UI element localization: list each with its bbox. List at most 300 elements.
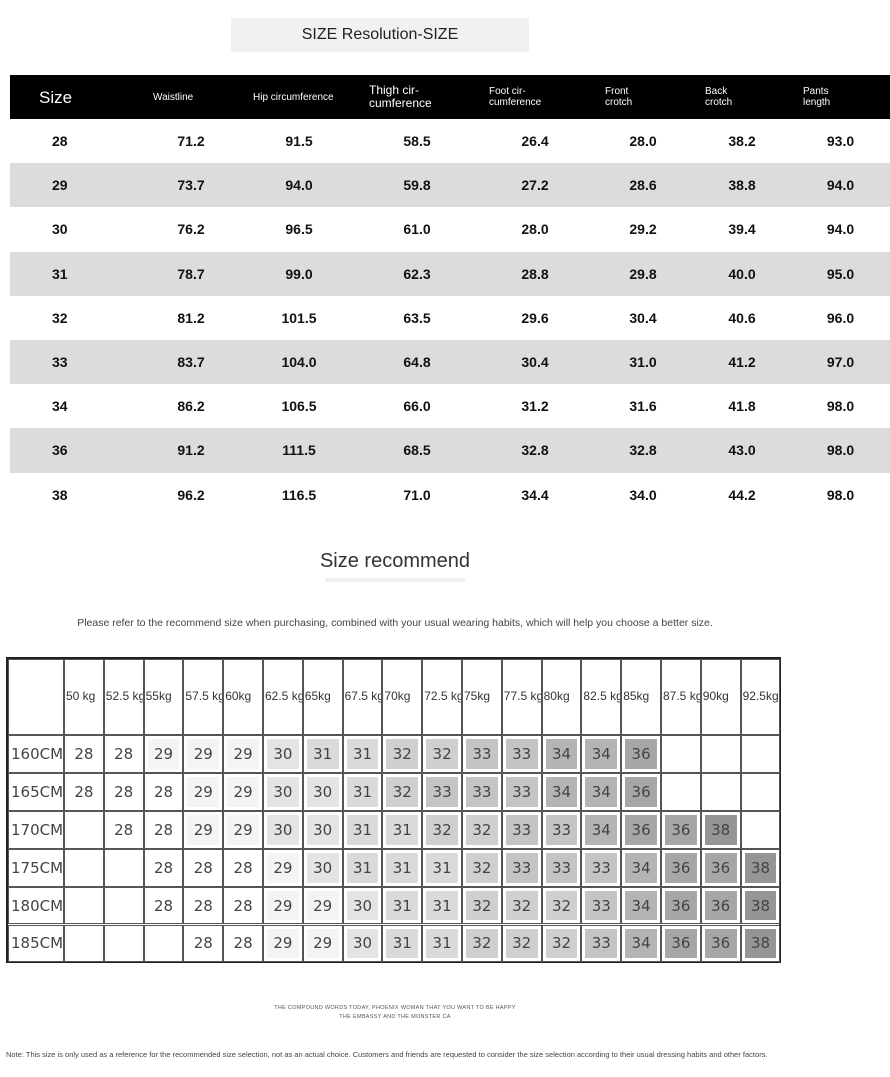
weight-label: 52.5 kg <box>105 689 146 703</box>
table-cell: 34.4 <box>521 486 549 503</box>
recommend-subtitle-decoration <box>0 578 790 584</box>
recommend-cell <box>741 887 781 925</box>
table-cell: 29 <box>52 177 68 194</box>
recommend-size: 28 <box>153 782 174 801</box>
table-row <box>10 296 890 340</box>
recommend-cell <box>382 735 422 773</box>
height-label-cell <box>8 735 64 773</box>
table-cell: 31.0 <box>629 354 657 371</box>
recommend-size: 31 <box>432 934 452 953</box>
recommend-size: 34 <box>591 782 611 801</box>
recommend-size: 32 <box>432 744 452 763</box>
recommend-cell <box>223 735 263 773</box>
recommend-cell <box>144 887 184 925</box>
table-cell: 96.0 <box>826 309 855 326</box>
recommend-cell <box>581 773 621 811</box>
recommend-cell <box>144 925 184 963</box>
recommend-size: 31 <box>352 820 373 839</box>
weight-header-cell <box>661 659 701 735</box>
height-label: 165CM <box>11 782 64 801</box>
table-cell: 32 <box>52 309 68 326</box>
recommend-size: 31 <box>392 858 412 877</box>
weight-header-cell <box>303 659 343 735</box>
recommend-cell <box>382 925 422 963</box>
footer-note: Note: This size is only used as a reference for the recommended size selection, not as an actual choice. Customers and friends are requested to consider the size selection according to their usual dressing habits and other factors. <box>6 1050 768 1059</box>
weight-label: 85kg <box>623 689 650 703</box>
recommend-size: 28 <box>193 934 213 953</box>
weight-header-cell <box>263 659 303 735</box>
recommend-size: 32 <box>472 896 492 915</box>
weight-header-cell <box>382 659 422 735</box>
recommend-size: 36 <box>631 744 651 763</box>
recommend-cell <box>621 773 661 811</box>
weight-label: 67.5 kg <box>344 689 384 703</box>
table-cell: 73.7 <box>177 177 205 194</box>
recommend-size: 36 <box>711 858 731 877</box>
recommend-size: 34 <box>551 744 572 763</box>
recommend-size: 29 <box>193 820 213 839</box>
recommend-cell <box>64 925 104 963</box>
table-cell: 38.8 <box>728 177 756 194</box>
recommend-size: 38 <box>750 896 771 915</box>
recommend-cell <box>263 925 303 963</box>
weight-header-cell <box>621 659 661 735</box>
table-cell: 27.2 <box>521 177 549 194</box>
weight-header-cell <box>64 659 104 735</box>
recommend-size: 31 <box>352 744 373 763</box>
recommend-size: 36 <box>631 782 651 801</box>
table-cell: 32.8 <box>521 442 549 459</box>
recommend-cell <box>303 849 343 887</box>
height-label: 180CM <box>11 896 64 915</box>
table-cell: 97.0 <box>826 354 855 371</box>
recommend-cell <box>223 811 263 849</box>
recommend-cell <box>303 773 343 811</box>
recommend-cell <box>621 735 661 773</box>
recommend-size: 28 <box>74 744 94 763</box>
size-recommend-grid <box>6 657 781 963</box>
weight-header-cell <box>581 659 621 735</box>
recommend-size: 36 <box>631 820 651 839</box>
recommend-cell <box>462 849 502 887</box>
recommend-cell <box>303 925 343 963</box>
recommend-size: 32 <box>472 858 492 877</box>
recommend-cell <box>462 887 502 925</box>
recommend-cell <box>542 925 582 963</box>
size-table-header-cell: Back crotch <box>705 86 733 108</box>
recommend-size: 31 <box>392 820 412 839</box>
recommend-size: 32 <box>512 934 532 953</box>
table-cell: 76.2 <box>177 221 205 238</box>
weight-header-cell <box>343 659 383 735</box>
table-row <box>10 340 890 384</box>
recommend-cell <box>701 849 741 887</box>
recommend-size: 28 <box>114 820 134 839</box>
recommend-size: 30 <box>313 782 333 801</box>
weight-header-cell <box>462 659 502 735</box>
recommend-cell <box>144 735 184 773</box>
recommend-cell <box>104 887 144 925</box>
table-cell: 98.0 <box>826 398 855 415</box>
recommend-cell <box>263 773 303 811</box>
recommend-size: 29 <box>233 820 253 839</box>
weight-label: 92.5kg <box>742 689 779 703</box>
recommend-cell <box>462 811 502 849</box>
table-cell: 34 <box>52 398 68 415</box>
recommend-size: 30 <box>352 934 373 953</box>
size-table-header-cell: Foot cir- cumference <box>489 86 542 108</box>
recommend-cell <box>263 735 303 773</box>
table-cell: 63.5 <box>403 309 431 326</box>
recommend-size: 31 <box>432 858 452 877</box>
footer-slogan <box>0 1004 790 1022</box>
footer-slogan-line2: THE EMBASSY AND THE MONSTER CA <box>339 1014 451 1020</box>
recommend-cell <box>661 735 701 773</box>
size-table-header <box>10 75 890 119</box>
recommend-size: 34 <box>631 896 651 915</box>
table-cell: 28.0 <box>629 133 657 150</box>
size-table <box>10 75 890 517</box>
height-label-cell <box>8 925 64 963</box>
recommend-cell <box>382 773 422 811</box>
table-cell: 96.2 <box>177 486 205 503</box>
table-cell: 91.2 <box>177 442 205 459</box>
recommend-cell <box>581 811 621 849</box>
footer-slogan-line1: THE COMPOUND WORDS TODAY, PHOENIX WOMAN THAT YOU WANT TO BE HAPPY <box>274 1005 516 1011</box>
recommend-cell <box>64 811 104 849</box>
weight-label: 75kg <box>464 689 491 703</box>
table-cell: 30.4 <box>629 309 657 326</box>
recommend-cell <box>621 887 661 925</box>
recommend-size: 36 <box>671 820 691 839</box>
recommend-cell <box>382 887 422 925</box>
recommend-size: 29 <box>313 896 333 915</box>
table-cell: 61.0 <box>403 221 431 238</box>
table-row <box>10 252 890 296</box>
recommend-size: 29 <box>153 744 174 763</box>
recommend-size: 38 <box>750 858 771 877</box>
recommend-cell <box>382 811 422 849</box>
recommend-cell <box>382 849 422 887</box>
table-cell: 106.5 <box>281 398 317 415</box>
recommend-size: 32 <box>551 896 572 915</box>
recommend-size: 29 <box>273 934 293 953</box>
recommend-size: 29 <box>233 782 253 801</box>
recommend-cell <box>144 811 184 849</box>
recommend-cell <box>741 849 781 887</box>
recommend-cell <box>542 735 582 773</box>
recommend-size: 36 <box>671 934 691 953</box>
recommend-size: 31 <box>352 858 373 877</box>
table-cell: 31.2 <box>521 398 549 415</box>
recommend-size: 31 <box>392 934 412 953</box>
recommend-size: 33 <box>472 744 492 763</box>
recommend-cell <box>263 811 303 849</box>
recommend-size: 28 <box>193 858 213 877</box>
recommend-cell <box>701 925 741 963</box>
recommend-cell <box>64 735 104 773</box>
recommend-size: 28 <box>193 896 213 915</box>
table-cell: 30.4 <box>521 354 549 371</box>
table-cell: 28.0 <box>521 221 549 238</box>
table-cell: 93.0 <box>826 133 855 150</box>
table-cell: 36 <box>52 442 68 459</box>
recommend-size: 33 <box>551 820 572 839</box>
size-table-header-cell: Hip circumference <box>253 91 334 103</box>
table-cell: 62.3 <box>403 265 431 282</box>
recommend-size: 33 <box>591 896 611 915</box>
table-cell: 28.8 <box>521 265 549 282</box>
weight-label: 87.5 kg <box>663 689 703 703</box>
recommend-size: 28 <box>233 934 253 953</box>
recommend-cell <box>661 849 701 887</box>
recommend-size: 33 <box>551 858 572 877</box>
table-cell: 71.2 <box>177 133 205 150</box>
height-label-cell <box>8 849 64 887</box>
table-cell: 33 <box>52 354 68 371</box>
recommend-cell <box>701 735 741 773</box>
recommend-cell <box>741 925 781 963</box>
recommend-size: 32 <box>472 934 492 953</box>
recommend-size: 32 <box>512 896 532 915</box>
recommend-cell <box>661 811 701 849</box>
recommend-size: 30 <box>313 858 333 877</box>
recommend-cell <box>144 773 184 811</box>
recommend-cell <box>422 925 462 963</box>
recommend-cell <box>621 849 661 887</box>
recommend-cell <box>422 849 462 887</box>
recommend-size: 32 <box>392 744 412 763</box>
recommend-cell <box>343 735 383 773</box>
table-cell: 28 <box>52 133 68 150</box>
recommend-cell <box>581 887 621 925</box>
table-cell: 81.2 <box>177 309 205 326</box>
recommend-size: 33 <box>432 782 452 801</box>
table-cell: 66.0 <box>403 398 431 415</box>
recommend-cell <box>422 735 462 773</box>
weight-header-cell <box>701 659 741 735</box>
recommend-size: 33 <box>591 934 611 953</box>
weight-header-cell <box>502 659 542 735</box>
recommend-note: Please refer to the recommend size when purchasing, combined with your usual wearing habits, which will help you choose a better size. <box>77 617 713 629</box>
recommend-size: 30 <box>313 820 333 839</box>
recommend-cell <box>502 811 542 849</box>
height-label: 160CM <box>11 744 64 763</box>
recommend-size: 31 <box>352 782 373 801</box>
recommend-size: 34 <box>591 820 611 839</box>
recommend-cell <box>422 811 462 849</box>
recommend-size: 29 <box>193 744 213 763</box>
recommend-cell <box>661 773 701 811</box>
table-cell: 59.8 <box>403 177 431 194</box>
recommend-size: 32 <box>551 934 572 953</box>
table-row <box>10 207 890 251</box>
size-table-header-cell: Pants length <box>803 86 831 108</box>
recommend-cell <box>621 811 661 849</box>
recommend-cell <box>144 849 184 887</box>
table-cell: 111.5 <box>282 442 316 459</box>
recommend-size: 32 <box>472 820 492 839</box>
recommend-cell <box>183 735 223 773</box>
weight-label: 72.5 kg <box>424 689 464 703</box>
table-cell: 116.5 <box>281 486 317 503</box>
size-table-header-cell: Front crotch <box>605 86 633 108</box>
table-cell: 28.6 <box>629 177 657 194</box>
recommend-size: 34 <box>551 782 572 801</box>
weight-label: 70kg <box>384 689 411 703</box>
recommend-cell <box>104 735 144 773</box>
height-label: 175CM <box>11 858 64 877</box>
weight-header-cell <box>741 659 781 735</box>
recommend-size: 29 <box>313 934 333 953</box>
weight-label: 62.5 kg <box>265 689 305 703</box>
recommend-cell <box>502 773 542 811</box>
recommend-cell <box>183 925 223 963</box>
recommend-size: 31 <box>432 896 452 915</box>
size-table-header-cell: Size <box>39 87 73 107</box>
recommend-cell <box>581 849 621 887</box>
table-cell: 38.2 <box>728 133 756 150</box>
recommend-size: 31 <box>313 744 333 763</box>
table-cell: 94.0 <box>285 177 313 194</box>
table-cell: 68.5 <box>403 442 431 459</box>
table-row <box>10 473 890 517</box>
weight-label: 60kg <box>225 689 252 703</box>
weight-label: 55kg <box>145 689 172 703</box>
recommend-cell <box>502 849 542 887</box>
recommend-cell <box>183 849 223 887</box>
table-cell: 86.2 <box>177 398 205 415</box>
table-cell: 30 <box>52 221 68 238</box>
table-cell: 94.0 <box>826 177 855 194</box>
recommend-cell <box>343 849 383 887</box>
recommend-cell <box>502 925 542 963</box>
weight-header-cell <box>183 659 223 735</box>
recommend-cell <box>343 925 383 963</box>
recommend-size: 30 <box>273 820 293 839</box>
weight-label: 82.5 kg <box>583 689 623 703</box>
size-table-header-cell: Waistline <box>153 91 194 103</box>
recommend-cell <box>343 887 383 925</box>
recommend-size: 29 <box>273 896 293 915</box>
recommend-cell <box>223 887 263 925</box>
recommend-size: 34 <box>591 744 611 763</box>
table-cell: 96.5 <box>285 221 313 238</box>
recommend-cell <box>701 773 741 811</box>
table-cell: 91.5 <box>285 133 313 150</box>
recommend-size: 28 <box>153 820 174 839</box>
recommend-cell <box>741 811 781 849</box>
table-cell: 101.5 <box>281 309 317 326</box>
recommend-size: 28 <box>233 896 253 915</box>
table-cell: 94.0 <box>826 221 855 238</box>
table-row <box>10 119 890 163</box>
recommend-size: 28 <box>74 782 94 801</box>
recommend-cell <box>183 811 223 849</box>
recommend-size: 33 <box>472 782 492 801</box>
recommend-cell <box>701 887 741 925</box>
recommend-size: 34 <box>631 858 651 877</box>
table-cell: 58.5 <box>403 133 431 150</box>
weight-label: 65kg <box>304 689 331 703</box>
height-label-cell <box>8 887 64 925</box>
table-row <box>10 428 890 472</box>
recommend-cell <box>303 887 343 925</box>
size-table-header-cell: Thigh cir- cumference <box>369 83 432 110</box>
recommend-size: 30 <box>273 744 293 763</box>
recommend-cell <box>542 773 582 811</box>
recommend-size: 36 <box>671 858 691 877</box>
table-cell: 29.8 <box>629 265 657 282</box>
recommend-cell <box>741 735 781 773</box>
recommend-cell <box>542 849 582 887</box>
recommend-title: Size recommend <box>319 550 471 572</box>
recommend-cell <box>542 887 582 925</box>
grid-corner-cell <box>8 659 64 735</box>
table-cell: 32.8 <box>629 442 657 459</box>
weight-label: 50 kg <box>66 689 96 703</box>
height-label-cell <box>8 773 64 811</box>
table-cell: 43.0 <box>728 442 756 459</box>
recommend-cell <box>343 811 383 849</box>
table-cell: 95.0 <box>826 265 855 282</box>
recommend-size: 32 <box>432 820 452 839</box>
table-cell: 39.4 <box>728 221 756 238</box>
weight-header-cell <box>542 659 582 735</box>
recommend-size: 29 <box>273 858 293 877</box>
recommend-size: 33 <box>512 820 532 839</box>
table-cell: 26.4 <box>521 133 549 150</box>
recommend-cell <box>303 811 343 849</box>
height-label-cell <box>8 811 64 849</box>
height-label: 185CM <box>11 934 64 953</box>
weight-header-cell <box>104 659 144 735</box>
recommend-size: 31 <box>392 896 412 915</box>
recommend-cell <box>621 925 661 963</box>
recommend-size: 29 <box>233 744 253 763</box>
table-cell: 98.0 <box>826 486 855 503</box>
weight-header-cell <box>223 659 263 735</box>
recommend-size: 30 <box>273 782 293 801</box>
recommend-cell <box>542 811 582 849</box>
table-row <box>10 384 890 428</box>
recommend-cell <box>581 735 621 773</box>
table-cell: 29.2 <box>629 221 657 238</box>
recommend-cell <box>343 773 383 811</box>
recommend-cell <box>502 735 542 773</box>
table-cell: 40.6 <box>728 309 756 326</box>
weight-label: 57.5 kg <box>185 689 225 703</box>
recommend-cell <box>701 811 741 849</box>
recommend-size: 33 <box>512 744 532 763</box>
recommend-cell <box>64 773 104 811</box>
table-cell: 64.8 <box>403 354 431 371</box>
table-cell: 41.8 <box>728 398 756 415</box>
recommend-size: 36 <box>711 934 731 953</box>
recommend-cell <box>422 773 462 811</box>
table-cell: 99.0 <box>285 265 313 282</box>
recommend-cell <box>183 887 223 925</box>
weight-label: 77.5 kg <box>503 689 544 703</box>
recommend-cell <box>462 735 502 773</box>
recommend-size: 33 <box>591 858 611 877</box>
recommend-cell <box>502 887 542 925</box>
weight-label: 80kg <box>543 689 570 703</box>
recommend-cell <box>64 887 104 925</box>
size-table-body <box>10 119 890 517</box>
page-title: SIZE Resolution-SIZE <box>231 18 529 52</box>
recommend-cell <box>263 849 303 887</box>
